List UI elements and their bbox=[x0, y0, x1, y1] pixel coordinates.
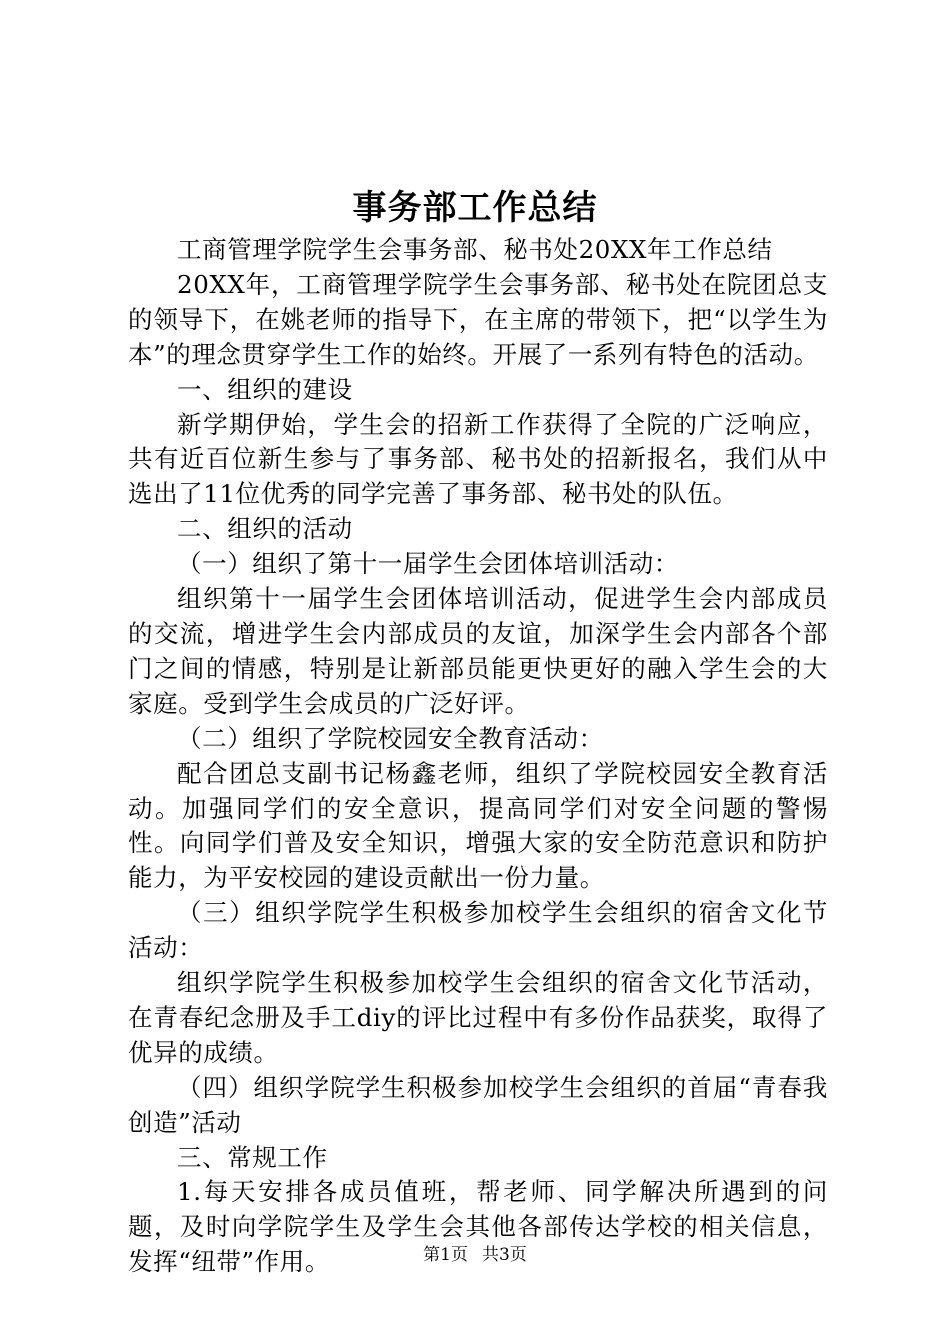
paragraph-intro: 20XX年，工商管理学院学生会事务部、秘书处在院团总支的领导下，在姚老师的指导下，在主席的带领下，把“以学生为本”的理念贯穿学生工作的始终。开展了一系列有特色的活动。 bbox=[128, 269, 828, 369]
page-title: 事务部工作总结 bbox=[352, 188, 598, 228]
document-body bbox=[128, 233, 828, 1280]
subheading-safety: （二）组织了学院校园安全教育活动： bbox=[177, 723, 604, 753]
paragraph-dorm-festival: 组织学院学生积极参加校学生会组织的宿舍文化节活动，在青春纪念册及手工diy的评比过程中有多份作品获奖，取得了优异的成绩。 bbox=[128, 968, 828, 1067]
page-footer bbox=[0, 1244, 950, 1266]
section-heading-organization: 一、组织的建设 bbox=[177, 374, 353, 404]
page-number-total: 共3页 bbox=[482, 1245, 527, 1265]
paragraph-safety: 配合团总支副书记杨鑫老师，组织了学院校园安全教育活动。加强同学们的安全意识，提高同学们对安全问题的警惕性。向同学们普及安全知识，增强大家的安全防范意识和防护能力，为平安校园的建设贡献出一份力量。 bbox=[128, 758, 828, 893]
page-number-current: 第1页 bbox=[423, 1245, 468, 1265]
subheading-youth-create: （四）组织学院学生积极参加校学生会组织的首届“青春我创造”活动 bbox=[128, 1072, 828, 1137]
paragraph-recruitment: 新学期伊始，学生会的招新工作获得了全院的广泛响应，共有近百位新生参与了事务部、秘书处的招新报名，我们从中选出了11位优秀的同学完善了事务部、秘书处的队伍。 bbox=[128, 409, 828, 509]
section-heading-activities: 二、组织的活动 bbox=[177, 514, 353, 544]
paragraph-subtitle: 工商管理学院学生会事务部、秘书处20XX年工作总结 bbox=[177, 235, 773, 264]
section-heading-routine: 三、常规工作 bbox=[177, 1142, 328, 1172]
subheading-dorm-festival: （三）组织学院学生积极参加校学生会组织的宿舍文化节活动： bbox=[128, 898, 828, 963]
paragraph-routine-duty: 1.每天安排各成员值班，帮老师、同学解决所遇到的问题，及时向学院学生及学生会其他各部传达学校的相关信息，发挥“纽带”作用。 bbox=[128, 1177, 828, 1277]
paragraph-training: 组织第十一届学生会团体培训活动，促进学生会内部成员的交流，增进学生会内部成员的友谊，加深学生会内部各个部门之间的情感，特别是让新部员能更快更好的融入学生会的大家庭。受到学生会成员的广泛好评。 bbox=[128, 584, 828, 718]
subheading-training: （一）组织了第十一届学生会团体培训活动： bbox=[177, 549, 679, 579]
